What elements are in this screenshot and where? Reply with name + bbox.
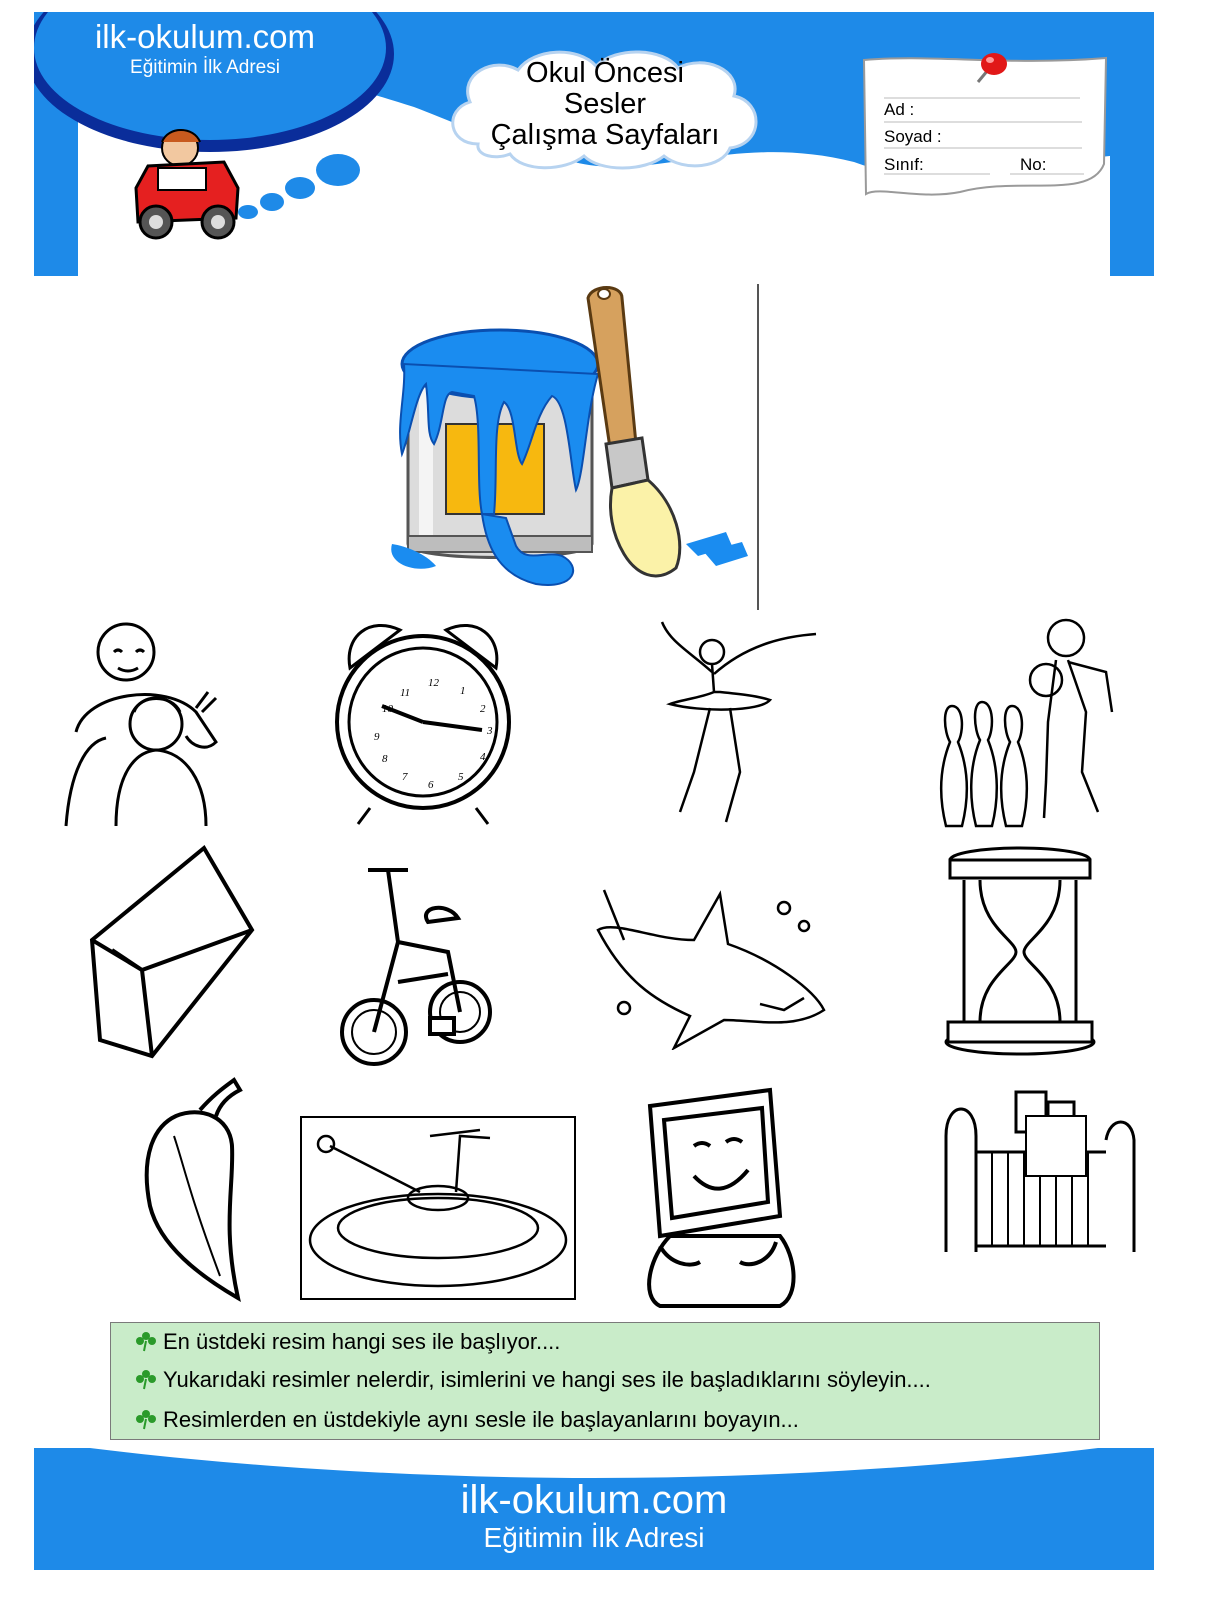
field-no-input[interactable] xyxy=(1052,153,1088,175)
svg-text:5: 5 xyxy=(458,771,464,783)
picture-bowling xyxy=(936,612,1126,828)
header-tagline: Eğitimin İlk Adresi xyxy=(130,57,280,78)
instruction-2-text: Yukarıdaki resimler nelerdir, isimlerini ve hangi ses ile başladıklarını söyleyin.... xyxy=(163,1367,931,1392)
field-soyad-label: Soyad : xyxy=(884,127,942,146)
svg-text:6: 6 xyxy=(428,779,434,791)
picture-ballerina xyxy=(640,612,820,842)
field-soyad-input[interactable] xyxy=(952,125,1082,147)
car-mascot-icon xyxy=(128,118,244,246)
thought-dots-icon xyxy=(234,150,374,230)
instruction-1 xyxy=(133,1329,560,1355)
title-line-1: Okul Öncesi xyxy=(526,57,684,89)
svg-text:9: 9 xyxy=(374,731,380,743)
svg-text:8: 8 xyxy=(382,753,388,765)
footer-site-name: ilk-okulum.com xyxy=(460,1478,728,1522)
header-site-name: ilk-okulum.com xyxy=(94,18,316,55)
pushpin-icon xyxy=(964,46,1014,92)
instruction-3-text: Resimlerden en üstdekiyle aynı sesle ile başlayanlarını boyayın... xyxy=(163,1407,799,1432)
picture-barber xyxy=(56,612,238,828)
instruction-2 xyxy=(133,1367,931,1393)
field-ad-input[interactable] xyxy=(930,98,1080,120)
title-line-2: Sesler xyxy=(563,88,647,120)
field-sinif-label: Sınıf: xyxy=(884,155,924,174)
picture-bicycle xyxy=(338,862,496,1072)
svg-text:12: 12 xyxy=(428,677,439,689)
picture-alarm-clock xyxy=(330,612,516,828)
picture-computer xyxy=(630,1086,806,1308)
clover-bullet-icon xyxy=(133,1408,159,1430)
field-sinif-input[interactable] xyxy=(934,153,994,175)
svg-text:3: 3 xyxy=(487,725,493,737)
svg-text:7: 7 xyxy=(402,771,408,783)
svg-text:11: 11 xyxy=(400,687,411,699)
svg-text:1: 1 xyxy=(460,685,466,697)
clover-bullet-icon xyxy=(133,1368,159,1390)
svg-text:10: 10 xyxy=(382,703,393,715)
instructions-box xyxy=(110,1322,1100,1440)
field-ad-label: Ad : xyxy=(884,100,915,119)
paint-bucket-brush-picture xyxy=(386,284,762,610)
picture-spaceship xyxy=(300,1116,576,1300)
page-title xyxy=(458,58,752,151)
picture-shark xyxy=(594,880,834,1050)
clover-bullet-icon xyxy=(133,1330,159,1352)
instruction-3 xyxy=(133,1407,799,1433)
picture-pepper xyxy=(130,1076,246,1304)
instruction-1-text: En üstdeki resim hangi ses ile başlıyor.... xyxy=(163,1329,561,1354)
title-line-3: Çalışma Sayfaları xyxy=(490,119,720,151)
svg-text:4: 4 xyxy=(480,751,486,763)
picture-crib xyxy=(936,1076,1136,1256)
picture-hourglass xyxy=(940,846,1100,1058)
footer-tagline: Eğitimin İlk Adresi xyxy=(483,1522,705,1553)
picture-eraser xyxy=(82,840,262,1060)
svg-text:2: 2 xyxy=(480,703,486,715)
field-no-label: No: xyxy=(1020,155,1047,174)
